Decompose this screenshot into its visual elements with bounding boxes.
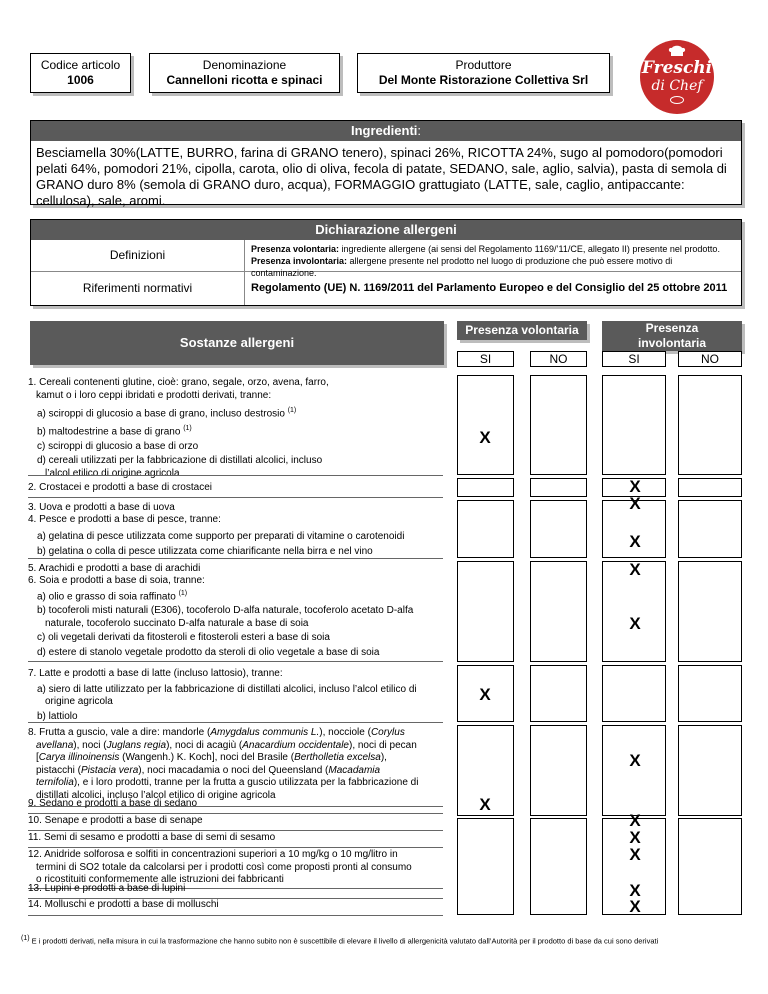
footnote — [21, 935, 751, 946]
declaration-title: Dichiarazione allergeni — [31, 220, 741, 240]
row-8-line-1 — [28, 727, 444, 740]
allergen-row-5: 5. Arachidi e prodotti a base di arachidi — [28, 563, 201, 574]
invol-no-cell-6 — [678, 725, 742, 816]
mark-r2-vol-no: X — [629, 477, 641, 496]
row-6-d: d) estere di stanolo vegetale prodotto da steroli di olio vegetale a base di soia — [37, 646, 380, 658]
mark-r14-vol-no: X — [629, 897, 641, 916]
allergen-row-3: 3. Uova e prodotti a base di uova — [28, 502, 175, 513]
allergen-row-4 — [28, 514, 444, 559]
row-6-a-text: a) olio e grasso di soia raffinato — [37, 590, 176, 602]
row-1-a-text: a) sciroppi di glucosio a base di grano, incluso destrosio — [37, 408, 285, 420]
row-8-line-2 — [28, 740, 444, 753]
invol-si-cell-6 — [602, 725, 666, 816]
freschi-di-chef-logo — [640, 40, 714, 114]
riferimenti-label: Riferimenti normativi — [82, 281, 193, 295]
codice-articolo-label: Codice articolo — [40, 58, 121, 72]
r8-t7: Juglans regia — [106, 739, 167, 751]
invol-si-cell-1 — [602, 375, 666, 475]
r8-t19: Macadamia — [328, 764, 381, 776]
leaf-icon — [670, 96, 684, 104]
row-6-a-note: (1) — [178, 589, 188, 597]
row-1-b-text: b) maltodestrine a base di grano — [37, 426, 181, 438]
allergen-row-11: 11. Semi di sesamo e prodotti a base di semi di sesamo — [28, 832, 276, 843]
r8-t2: Amygdalus communis L. — [210, 727, 320, 738]
presenza-involontaria-header: Presenza involontaria — [602, 321, 742, 351]
produttore-value: Del Monte Ristorazione Collettiva Srl — [378, 73, 589, 87]
allergen-row-6 — [28, 575, 444, 659]
denominazione-label: Denominazione — [202, 58, 287, 72]
row-divider — [28, 915, 443, 916]
ingredients-title — [31, 121, 741, 141]
row-1-c: c) sciroppi di glucosio a base di orzo — [37, 440, 199, 452]
ingredients-title-text: Ingredienti — [350, 123, 418, 138]
row-1-b — [28, 423, 444, 439]
invol-no-header: NO — [678, 351, 742, 367]
allergen-row-14: 14. Molluschi e prodotti a base di molluschi — [28, 899, 219, 910]
mark-r10-vol-no: X — [629, 811, 641, 830]
row-divider — [28, 558, 443, 559]
footnote-text: E i prodotti derivati, nella misura in cui la trasformazione che hanno subito non è suscettibile di elevare il livello di allergenicità valutato dall’Autorità per il prodotto di base da cui sono derivati — [29, 936, 659, 946]
row-7-title: 7. Latte e prodotti a base di latte (incluso lattosio), tranne: — [28, 668, 283, 679]
allergen-row-2: 2. Crostacei e prodotti a base di crostacei — [28, 482, 212, 493]
denominazione-box — [149, 53, 340, 93]
row-6-b: b) tocoferoli misti naturali (E306), tocoferolo D-alfa naturale, tocoferolo acetato D-alfa — [37, 605, 414, 617]
mark-r6-vol-no: X — [629, 614, 641, 633]
row-divider — [28, 497, 443, 498]
declaration-box — [30, 219, 742, 306]
definizioni-label: Definizioni — [109, 248, 166, 262]
row-4-a: a) gelatina di pesce utilizzata come supporto per preparati di vitamine o carotenoidi — [37, 530, 405, 542]
mark-r9-vol-si: X — [479, 795, 491, 814]
r8-t12: Carya illinoinensis — [38, 752, 120, 763]
denominazione-value: Cannelloni ricotta e spinaci — [166, 73, 323, 87]
row-divider — [28, 847, 443, 848]
r8-t4: Corylus — [370, 727, 405, 738]
r8-t8: ), noci di acagiù ( — [166, 739, 243, 751]
vol-si-cell-2 — [457, 478, 514, 497]
row-7-a-cont: origine agricola — [45, 696, 113, 707]
r8-t3: ), nocciole ( — [319, 727, 371, 738]
invol-no-cell-5 — [678, 665, 742, 722]
invol-no-cell-1 — [678, 375, 742, 475]
mark-r7-vol-si: X — [479, 685, 491, 704]
mark-r12-vol-no: X — [629, 845, 641, 864]
allergen-row-9: 9. Sedano e prodotti a base di sedano — [28, 798, 198, 809]
produttore-box — [357, 53, 610, 93]
row-8-line-4 — [28, 765, 444, 778]
row-1-a — [28, 405, 444, 421]
row-divider — [28, 661, 443, 662]
invol-no-cell-7 — [678, 818, 742, 915]
vol-no-cell-4 — [530, 561, 587, 662]
r8-t16: pistacchi ( — [36, 764, 82, 776]
r8-t18: ), noci macadamia o noci del Queensland ( — [138, 764, 329, 776]
row-divider — [28, 475, 443, 476]
allergen-row-7 — [28, 668, 444, 723]
riferimenti-value: Regolamento (UE) N. 1169/2011 del Parlamento Europeo e del Consiglio del 25 ottobre 2011 — [251, 282, 728, 294]
row-4-title: 4. Pesce e prodotti a base di pesce, tranne: — [28, 514, 221, 525]
row-12-line-2: termini di SO2 totale da calcolarsi per i prodotti così come proposti pronti al consumo — [36, 861, 412, 873]
mark-r13-vol-no: X — [629, 881, 641, 900]
allergen-row-12 — [28, 849, 444, 887]
involontaria-definition: allergene presente nel prodotto nel luogo di produzione che può essere motivo di contaminazione. — [251, 256, 673, 278]
mark-r1-vol-si: X — [479, 428, 491, 447]
logo-text-freschi: Freschi — [641, 58, 713, 78]
declaration-col-divider — [244, 240, 245, 305]
r8-t20: ternifolia — [36, 777, 74, 788]
invol-no-cell-2 — [678, 478, 742, 497]
mark-r11-vol-no: X — [629, 828, 641, 847]
sostanze-allergeni-header: Sostanze allergeni — [30, 321, 444, 365]
vol-si-cell-1 — [457, 375, 514, 475]
vol-no-cell-1 — [530, 375, 587, 475]
ingredients-box — [30, 120, 742, 208]
r8-t11: [ — [36, 752, 39, 763]
allergen-row-13: 13. Lupini e prodotti a base di lupini — [28, 883, 186, 894]
row-6-b-cont: naturale, tocoferolo succinato D-alfa naturale a base di soia — [45, 617, 309, 629]
mark-r4-vol-no: X — [629, 532, 641, 551]
mark-r3-vol-no: X — [629, 494, 641, 513]
vol-si-cell-4 — [457, 561, 514, 662]
chef-hat-icon — [667, 45, 687, 57]
row-8-line-6: distillati alcolici, incluso l’alcol etilico di origine agricola — [36, 789, 276, 801]
r8-t6: ), noci ( — [73, 739, 107, 751]
row-1-title-cont: kamut o i loro ceppi ibridati e prodotti derivati, tranne: — [36, 389, 272, 401]
r8-t9: Anacardium occidentale — [242, 739, 349, 751]
row-1-b-note: (1) — [183, 424, 192, 432]
r8-t10: ), noci di pecan — [348, 739, 417, 751]
allergen-row-8 — [28, 727, 444, 802]
vol-no-cell-5 — [530, 665, 587, 722]
produttore-label: Produttore — [455, 58, 512, 72]
allergen-row-10: 10. Senape e prodotti a base di senape — [28, 815, 203, 826]
vol-no-cell-6 — [530, 725, 587, 816]
row-8-line-5 — [28, 777, 444, 790]
row-12-line-1: 12. Anidride solforosa e solfiti in concentrazioni superiori a 10 mg/kg o 10 mg/litro in — [28, 849, 398, 860]
logo-text-di-chef: di Chef — [651, 78, 703, 94]
row-4-b: b) gelatina o colla di pesce utilizzata come chiarificante nella birra e nel vino — [37, 546, 373, 557]
r8-t1: 8. Frutta a guscio, vale a dire: mandorle ( — [28, 727, 211, 738]
row-6-c: c) oli vegetali derivati da fitosteroli e fitosteroli esteri a base di soia — [37, 632, 330, 644]
vol-no-header: NO — [530, 351, 587, 367]
vol-si-cell-3 — [457, 500, 514, 558]
volontaria-term: Presenza volontaria: — [251, 244, 340, 254]
r8-t14: Bertholletia excelsa — [294, 752, 381, 763]
row-divider — [28, 813, 443, 814]
r8-t5: avellana — [36, 739, 74, 751]
vol-no-cell-3 — [530, 500, 587, 558]
r8-t17: Pistacia vera — [81, 764, 139, 776]
vol-si-header: SI — [457, 351, 514, 367]
invol-no-cell-3 — [678, 500, 742, 558]
codice-articolo-box — [30, 53, 131, 93]
row-12-line-3: o ricostituiti conformemente alle istruzioni dei fabbricanti — [36, 874, 284, 885]
row-6-a — [28, 588, 444, 604]
ingredients-text: Besciamella 30%(LATTE, BURRO, farina di GRANO tenero), spinaci 26%, RICOTTA 24%, sugo al pomodoro(pomodori pelati 64%, pomodori 21%, cipolla, carota, olio di oliva, fecola di patate, SEDANO, sale, aglio, salvia), pasta di semola di GRANO duro 8% (semola di GRANO duro, acqua), FORMAGGIO grattugiato (LATTE, sale, caglio, antipaccante: cellulosa), sale, aromi. — [36, 145, 727, 208]
mark-r8-vol-no: X — [629, 751, 641, 770]
footnote-mark: (1) — [21, 935, 30, 942]
row-6-title: 6. Soia e prodotti a base di soia, tranne: — [28, 575, 205, 586]
row-7-a: a) siero di latte utilizzato per la fabbricazione di distillati alcolici, incluso l’alcol etilico di — [37, 683, 417, 695]
codice-articolo-value: 1006 — [67, 73, 94, 87]
volontaria-definition: ingrediente allergene (ai sensi del Regolamento 1169/’11/CE, allegato II) presente nel prodotto. — [339, 244, 720, 254]
invol-si-header: SI — [602, 351, 666, 367]
allergen-row-1 — [28, 377, 444, 480]
row-divider — [28, 722, 443, 723]
row-1-d: d) cereali utilizzati per la fabbricazione di distillati alcolici, incluso — [37, 455, 323, 467]
presenza-volontaria-header: Presenza volontaria — [457, 321, 587, 340]
vol-no-cell-2 — [530, 478, 587, 497]
involontaria-term: Presenza involontaria: — [251, 256, 348, 266]
row-1-title: 1. Cereali contenenti glutine, cioè: grano, segale, orzo, avena, farro, — [28, 377, 329, 388]
row-divider — [28, 830, 443, 831]
invol-no-cell-4 — [678, 561, 742, 662]
vol-no-cell-7 — [530, 818, 587, 915]
mark-r5-vol-no: X — [629, 560, 641, 579]
row-7-b: b) lattiolo — [37, 710, 78, 722]
vol-si-cell-7 — [457, 818, 514, 915]
row-8-line-3 — [28, 752, 444, 765]
r8-t21: ), e i loro prodotti, tranne per la frutta a guscio utilizzata per la fabbricazione di — [73, 777, 419, 788]
r8-t13: (Wangenh.) K. Koch], noci del Brasile ( — [119, 752, 295, 763]
row-1-d-cont: l’alcol etilico di origine agricola — [45, 467, 180, 479]
row-1-a-note: (1) — [287, 407, 297, 414]
invol-si-cell-5 — [602, 665, 666, 722]
ingredients-title-colon: : — [417, 123, 422, 138]
r8-t15: ), — [380, 752, 387, 763]
